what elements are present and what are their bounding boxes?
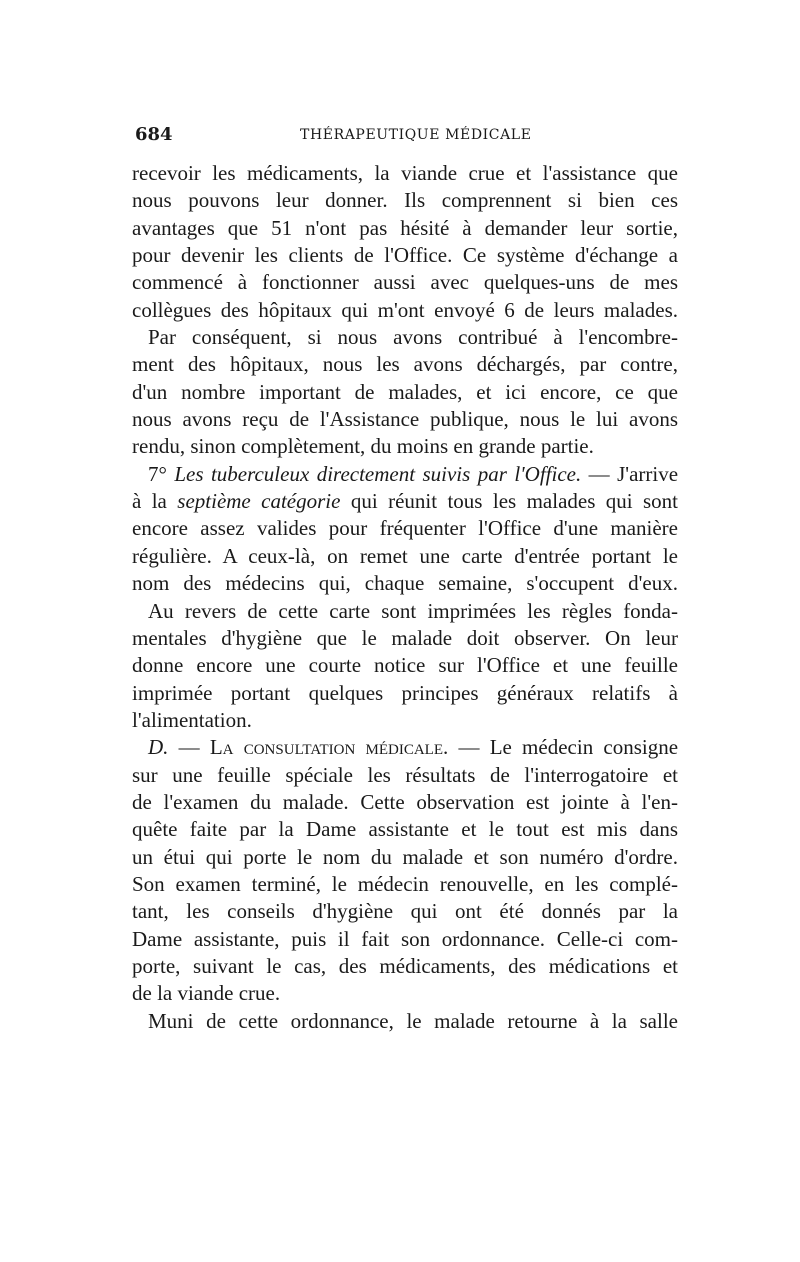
text-line: porte, suivant le cas, des médicaments, des médications et	[132, 953, 678, 978]
section-title: La consultation médicale.	[209, 735, 449, 760]
text-line: régulière. A ceux-là, on remet une carte d'entrée portant le	[132, 543, 678, 568]
em-dash: —	[588, 461, 610, 486]
paragraph-7-heading-line	[132, 461, 678, 488]
text-line: Au revers de cette carte sont imprimées les règles fonda-	[148, 598, 678, 623]
text-line: nom des médecins qui, chaque semaine, s'occupent d'eux.	[132, 571, 678, 596]
text-line: d'un nombre important de malades, et ici encore, ce que	[132, 379, 678, 404]
text-line: donne encore une courte notice sur l'Office et une feuille	[132, 653, 678, 678]
text-line: Dame assistante, puis il fait son ordonnance. Celle-ci com-	[132, 926, 678, 951]
body-text	[132, 160, 678, 1035]
section-d-heading-line	[132, 734, 678, 761]
text-line: sur une feuille spéciale les résultats de l'interrogatoire et	[132, 762, 678, 787]
text-line: tant, les conseils d'hygiène qui ont été donnés par la	[132, 899, 678, 924]
page-number: 684	[135, 124, 173, 145]
text-line: quête faite par la Dame assistante et le tout est mis dans	[132, 817, 678, 842]
text-line: encore assez valides pour fréquenter l'Office d'une manière	[132, 516, 678, 541]
text-line: Son examen terminé, le médecin renouvelle, en les complé-	[132, 871, 678, 896]
text-line: Par conséquent, si nous avons contribué à l'encombre-	[148, 325, 678, 350]
em-dash: —	[178, 735, 200, 760]
section-letter: D.	[148, 735, 169, 760]
paragraph-title: Les tuberculeux directement suivis par l'Office.	[174, 461, 582, 486]
paragraph-lead: J'arrive	[617, 461, 679, 486]
text-line: Muni de cette ordonnance, le malade retourne à la salle	[148, 1008, 678, 1033]
page-header	[135, 124, 680, 148]
text-line: avantages que 51 n'ont pas hésité à demander leur sortie,	[132, 215, 678, 240]
text-line: commencé à fonctionner aussi avec quelques-uns de mes	[132, 270, 678, 295]
text-line: collègues des hôpitaux qui m'ont envoyé 6 de leurs malades.	[132, 297, 678, 322]
text-line: rendu, sinon complètement, du moins en grande partie.	[132, 434, 594, 459]
text-line: un étui qui porte le nom du malade et son numéro d'ordre.	[132, 844, 678, 869]
category-emphasis: septième catégorie	[177, 489, 341, 514]
text-line: à la septième catégorie qui réunit tous les malades qui sont	[132, 489, 679, 514]
text-line: l'alimentation.	[132, 707, 252, 732]
paragraph-number: 7°	[148, 461, 167, 486]
running-title: THÉRAPEUTIQUE MÉDICALE	[300, 127, 532, 143]
text-line: de l'examen du malade. Cette observation est jointe à l'en-	[132, 789, 678, 814]
text-line: nous avons reçu de l'Assistance publique, nous le lui avons	[132, 407, 678, 432]
text-line: imprimée portant quelques principes généraux relatifs à	[132, 680, 678, 705]
text-line: ment des hôpitaux, nous les avons déchargés, par contre,	[132, 352, 678, 377]
text-line: mentales d'hygiène que le malade doit observer. On leur	[132, 625, 678, 650]
em-dash: —	[458, 735, 480, 760]
text-line: recevoir les médicaments, la viande crue et l'assistance que	[132, 161, 678, 185]
text-line: nous pouvons leur donner. Ils comprennent si bien ces	[132, 188, 678, 213]
section-lead: Le médecin consigne	[489, 735, 679, 760]
text-line: pour devenir les clients de l'Office. Ce système d'échange a	[132, 243, 678, 268]
text-line: de la viande crue.	[132, 981, 281, 1006]
